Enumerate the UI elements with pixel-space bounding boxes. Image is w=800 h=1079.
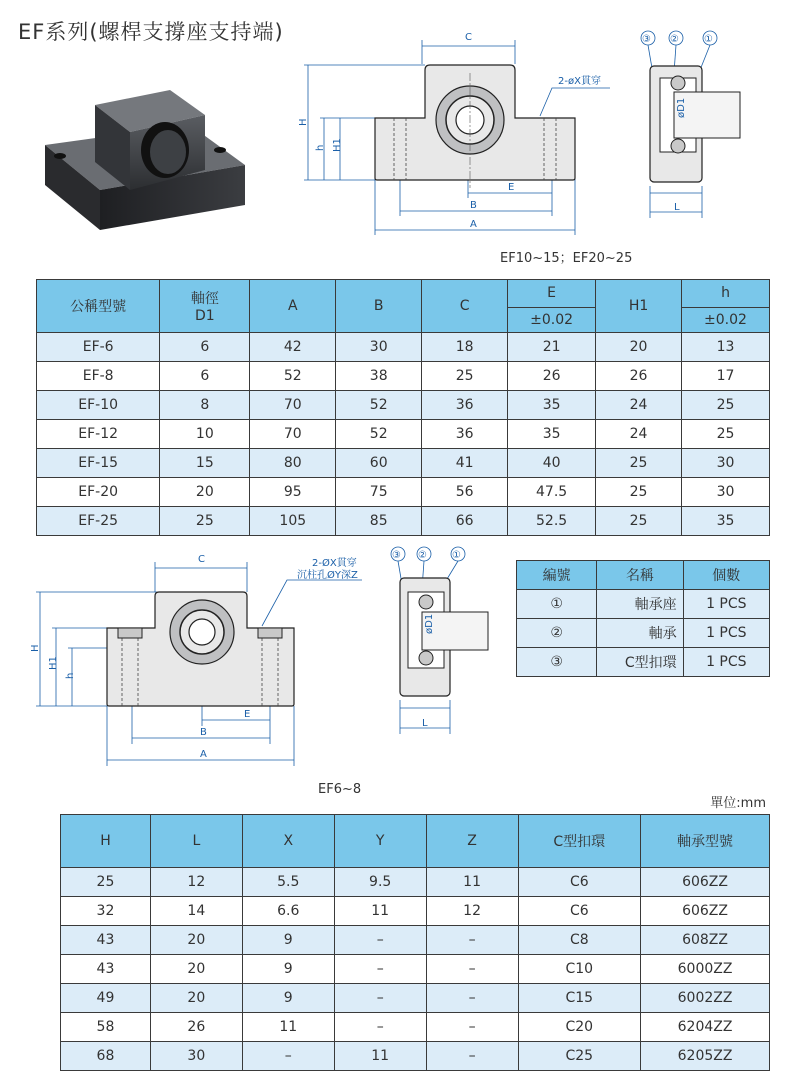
front-view-drawing-ef6-8 bbox=[22, 548, 382, 773]
th-d1: 軸徑 D1 bbox=[160, 280, 250, 333]
table-cell: 軸承 bbox=[597, 619, 683, 648]
table-cell: EF-20 bbox=[37, 478, 160, 507]
table-cell: 80 bbox=[250, 449, 336, 478]
table-cell: EF-12 bbox=[37, 420, 160, 449]
drawing-caption-ef10-25: EF10~15；EF20~25 bbox=[500, 251, 633, 266]
table-cell: 25 bbox=[682, 391, 770, 420]
table-row bbox=[517, 590, 770, 619]
table-row bbox=[517, 648, 770, 677]
th-e-tolerance: ±0.02 bbox=[508, 307, 596, 332]
table-cell: 20 bbox=[160, 478, 250, 507]
table-cell: 25 bbox=[596, 507, 682, 536]
table-cell: 43 bbox=[61, 955, 151, 984]
th-a: A bbox=[250, 280, 336, 333]
table-cell: – bbox=[426, 1042, 518, 1071]
dim-e-label: E bbox=[508, 182, 515, 193]
table-cell: 6002ZZ bbox=[641, 984, 770, 1013]
table-cell: EF-6 bbox=[37, 333, 160, 362]
table-cell: 25 bbox=[596, 449, 682, 478]
mid-bubble-2-label: ② bbox=[418, 550, 427, 561]
th-spec-col: Y bbox=[334, 815, 426, 868]
table-cell: ③ bbox=[517, 648, 597, 677]
table-row bbox=[37, 449, 770, 478]
table-cell: C20 bbox=[518, 1013, 641, 1042]
table-cell: EF-25 bbox=[37, 507, 160, 536]
product-photo bbox=[40, 70, 250, 240]
th-e: E bbox=[508, 280, 596, 308]
table-cell: – bbox=[426, 984, 518, 1013]
table-cell: – bbox=[242, 1042, 334, 1071]
table-cell: EF-8 bbox=[37, 362, 160, 391]
dim-b-label: B bbox=[470, 200, 477, 211]
table-cell: 20 bbox=[150, 955, 242, 984]
table-cell: 6.6 bbox=[242, 897, 334, 926]
table-cell: 35 bbox=[682, 507, 770, 536]
table-cell: 6000ZZ bbox=[641, 955, 770, 984]
table-cell: 10 bbox=[160, 420, 250, 449]
mid-dim-l-label: L bbox=[422, 718, 428, 729]
table-cell: 25 bbox=[160, 507, 250, 536]
table-cell: 14 bbox=[150, 897, 242, 926]
dim-c-label: C bbox=[465, 32, 472, 43]
table-cell: 56 bbox=[422, 478, 508, 507]
table-cell: – bbox=[334, 955, 426, 984]
table-row bbox=[61, 984, 770, 1013]
table-cell: 52 bbox=[336, 391, 422, 420]
table-cell: – bbox=[334, 984, 426, 1013]
table-row bbox=[517, 619, 770, 648]
mid-dim-h-small-label: h bbox=[65, 672, 76, 679]
th-model: 公稱型號 bbox=[37, 280, 160, 333]
table-cell: 25 bbox=[422, 362, 508, 391]
table-cell: 26 bbox=[150, 1013, 242, 1042]
th-h: h bbox=[682, 280, 770, 308]
table-cell: 42 bbox=[250, 333, 336, 362]
bubble-2-label: ② bbox=[670, 34, 679, 45]
table-cell: 70 bbox=[250, 420, 336, 449]
th-b: B bbox=[336, 280, 422, 333]
table-cell: 608ZZ bbox=[641, 926, 770, 955]
table-cell: 41 bbox=[422, 449, 508, 478]
table-cell: 25 bbox=[682, 420, 770, 449]
table-row bbox=[37, 478, 770, 507]
table-cell: 606ZZ bbox=[641, 897, 770, 926]
mid-dim-b-label: B bbox=[200, 727, 207, 738]
table-cell: 1 PCS bbox=[683, 590, 769, 619]
table-cell: 9 bbox=[242, 926, 334, 955]
dim-h-small-label: h bbox=[315, 144, 326, 151]
table-cell: 1 PCS bbox=[683, 619, 769, 648]
side-view-drawing-ef10-25 bbox=[636, 28, 746, 228]
table-cell: – bbox=[334, 926, 426, 955]
table-cell: C6 bbox=[518, 868, 641, 897]
table-cell: 18 bbox=[422, 333, 508, 362]
table-cell: 21 bbox=[508, 333, 596, 362]
th-spec-col: Z bbox=[426, 815, 518, 868]
table-cell: 11 bbox=[426, 868, 518, 897]
table-cell: 13 bbox=[682, 333, 770, 362]
table-cell: C15 bbox=[518, 984, 641, 1013]
mid-dim-a-label: A bbox=[200, 749, 207, 760]
table-row bbox=[37, 420, 770, 449]
mid-dim-c-label: C bbox=[198, 554, 205, 565]
th-part-name: 名稱 bbox=[597, 561, 683, 590]
table-cell: 95 bbox=[250, 478, 336, 507]
table-row bbox=[61, 926, 770, 955]
table-cell: 75 bbox=[336, 478, 422, 507]
bubble-3-label: ③ bbox=[642, 34, 651, 45]
mid-hole-note-2: 沉柱孔ØY深Z bbox=[297, 570, 358, 581]
dim-a-label: A bbox=[470, 219, 477, 230]
th-h1: H1 bbox=[596, 280, 682, 333]
table-cell: 8 bbox=[160, 391, 250, 420]
table-cell: 36 bbox=[422, 391, 508, 420]
table-cell: 25 bbox=[61, 868, 151, 897]
table-cell: – bbox=[426, 926, 518, 955]
dim-h1-label: H1 bbox=[332, 138, 343, 152]
table-cell: 20 bbox=[596, 333, 682, 362]
table-cell: 25 bbox=[596, 478, 682, 507]
table-cell: 30 bbox=[682, 449, 770, 478]
table-cell: 43 bbox=[61, 926, 151, 955]
table-cell: C25 bbox=[518, 1042, 641, 1071]
table-cell: 6205ZZ bbox=[641, 1042, 770, 1071]
table-cell: 6204ZZ bbox=[641, 1013, 770, 1042]
bubble-1-label: ① bbox=[704, 34, 713, 45]
table-cell: 11 bbox=[242, 1013, 334, 1042]
specification-table bbox=[60, 814, 770, 1071]
table-cell: 52 bbox=[336, 420, 422, 449]
table-cell: 35 bbox=[508, 420, 596, 449]
table-cell: 15 bbox=[160, 449, 250, 478]
table-row bbox=[37, 391, 770, 420]
table-cell: 20 bbox=[150, 926, 242, 955]
table-cell: 68 bbox=[61, 1042, 151, 1071]
table-cell: 58 bbox=[61, 1013, 151, 1042]
table-cell: 105 bbox=[250, 507, 336, 536]
table-cell: 6 bbox=[160, 362, 250, 391]
th-part-no: 編號 bbox=[517, 561, 597, 590]
parts-table bbox=[516, 560, 770, 677]
table-row bbox=[61, 955, 770, 984]
mid-bubble-3-label: ③ bbox=[392, 550, 401, 561]
table-row bbox=[61, 897, 770, 926]
table-cell: 52 bbox=[250, 362, 336, 391]
table-cell: C10 bbox=[518, 955, 641, 984]
table-cell: 38 bbox=[336, 362, 422, 391]
table-cell: 17 bbox=[682, 362, 770, 391]
table-cell: – bbox=[426, 955, 518, 984]
table-cell: ① bbox=[517, 590, 597, 619]
table-cell: 9 bbox=[242, 955, 334, 984]
table-cell: C6 bbox=[518, 897, 641, 926]
table-cell: 26 bbox=[596, 362, 682, 391]
mid-dim-h1-label: H1 bbox=[48, 656, 59, 670]
table-cell: 30 bbox=[150, 1042, 242, 1071]
table-cell: 35 bbox=[508, 391, 596, 420]
dimension-table bbox=[36, 279, 770, 536]
drawing-caption-ef6-8: EF6~8 bbox=[318, 782, 362, 797]
mid-hole-note-1: 2-ØX貫穿 bbox=[312, 558, 357, 569]
table-cell: 30 bbox=[336, 333, 422, 362]
table-cell: 軸承座 bbox=[597, 590, 683, 619]
th-spec-col: L bbox=[150, 815, 242, 868]
table-cell: 5.5 bbox=[242, 868, 334, 897]
unit-label: 單位:mm bbox=[710, 796, 766, 811]
table-cell: 60 bbox=[336, 449, 422, 478]
table-cell: 24 bbox=[596, 420, 682, 449]
dim-h-label: H bbox=[298, 118, 309, 126]
th-spec-col: X bbox=[242, 815, 334, 868]
table-cell: 66 bbox=[422, 507, 508, 536]
table-row bbox=[37, 362, 770, 391]
table-cell: 12 bbox=[426, 897, 518, 926]
table-cell: C8 bbox=[518, 926, 641, 955]
table-cell: 11 bbox=[334, 1042, 426, 1071]
th-spec-col: H bbox=[61, 815, 151, 868]
table-cell: 24 bbox=[596, 391, 682, 420]
th-c: C bbox=[422, 280, 508, 333]
table-cell: EF-10 bbox=[37, 391, 160, 420]
table-cell: 12 bbox=[150, 868, 242, 897]
table-cell: 11 bbox=[334, 897, 426, 926]
table-row bbox=[37, 333, 770, 362]
table-row bbox=[61, 1013, 770, 1042]
table-cell: – bbox=[334, 1013, 426, 1042]
table-row bbox=[37, 507, 770, 536]
front-view-drawing-ef10-25 bbox=[290, 28, 630, 243]
table-cell: EF-15 bbox=[37, 449, 160, 478]
table-cell: 47.5 bbox=[508, 478, 596, 507]
page-title: EF系列(螺桿支撐座支持端) bbox=[18, 20, 284, 44]
table-row bbox=[61, 1042, 770, 1071]
mid-dim-h-label: H bbox=[30, 644, 41, 652]
table-cell: – bbox=[426, 1013, 518, 1042]
th-h-tolerance: ±0.02 bbox=[682, 307, 770, 332]
table-cell: 6 bbox=[160, 333, 250, 362]
table-cell: 32 bbox=[61, 897, 151, 926]
dim-d1-label: øD1 bbox=[676, 97, 687, 118]
table-cell: C型扣環 bbox=[597, 648, 683, 677]
table-cell: 9.5 bbox=[334, 868, 426, 897]
table-cell: 1 PCS bbox=[683, 648, 769, 677]
dim-l-label: L bbox=[674, 202, 680, 213]
table-cell: 52.5 bbox=[508, 507, 596, 536]
hole-note-label: 2-øX貫穿 bbox=[558, 76, 601, 87]
table-cell: 9 bbox=[242, 984, 334, 1013]
th-spec-col: 軸承型號 bbox=[641, 815, 770, 868]
th-spec-col: C型扣環 bbox=[518, 815, 641, 868]
mid-dim-d1-label: øD1 bbox=[424, 613, 435, 634]
table-cell: 49 bbox=[61, 984, 151, 1013]
table-cell: 85 bbox=[336, 507, 422, 536]
table-cell: 30 bbox=[682, 478, 770, 507]
table-cell: 70 bbox=[250, 391, 336, 420]
table-cell: 20 bbox=[150, 984, 242, 1013]
table-cell: 26 bbox=[508, 362, 596, 391]
table-cell: 36 bbox=[422, 420, 508, 449]
mid-dim-e-label: E bbox=[244, 709, 251, 720]
th-part-qty: 個數 bbox=[683, 561, 769, 590]
side-view-drawing-ef6-8 bbox=[384, 544, 494, 744]
table-cell: 40 bbox=[508, 449, 596, 478]
table-cell: 606ZZ bbox=[641, 868, 770, 897]
table-row bbox=[61, 868, 770, 897]
table-cell: ② bbox=[517, 619, 597, 648]
mid-bubble-1-label: ① bbox=[452, 550, 461, 561]
